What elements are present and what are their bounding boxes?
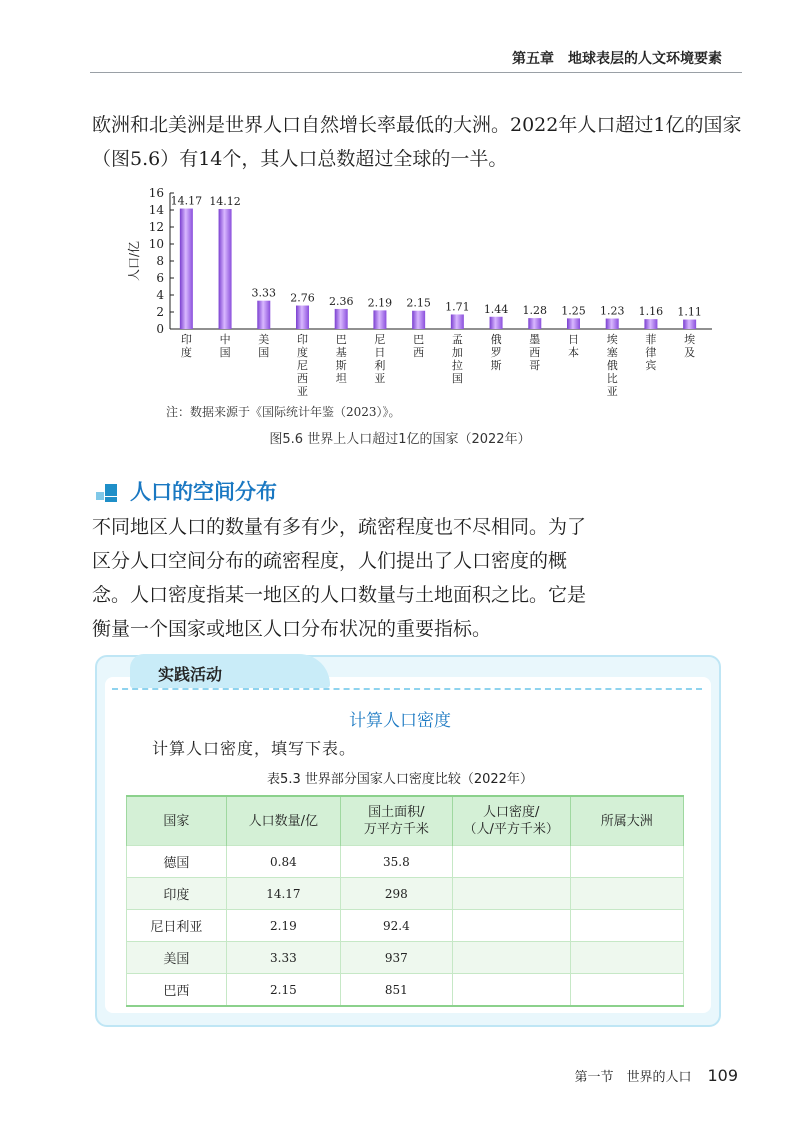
table-cell: 35.8 xyxy=(340,846,452,878)
category-label: 美国 xyxy=(258,333,270,359)
table-header-row xyxy=(127,796,684,846)
activity-instruction: 计算人口密度，填写下表。 xyxy=(152,739,357,758)
chapter-header: 第五章 地球表层的人文环境要素 xyxy=(512,51,722,67)
table-cell: 92.4 xyxy=(340,910,452,942)
table-cell: 14.17 xyxy=(226,878,340,910)
table-cell: 937 xyxy=(340,942,452,974)
table-row xyxy=(127,942,684,974)
bar xyxy=(373,310,386,329)
bar-value-label: 1.25 xyxy=(561,304,586,318)
table-fill-cell[interactable] xyxy=(570,910,683,942)
category-label: 埃及 xyxy=(684,333,696,359)
category-label: 中国 xyxy=(219,333,231,359)
bar xyxy=(490,317,503,329)
table-cell: 印度 xyxy=(127,878,227,910)
bar-value-label: 1.11 xyxy=(677,305,702,319)
y-tick-label: 16 xyxy=(148,186,164,200)
table-cell: 德国 xyxy=(127,846,227,878)
table-fill-cell[interactable] xyxy=(570,846,683,878)
y-tick-label: 14 xyxy=(148,203,164,217)
activity-title: 计算人口密度 xyxy=(349,711,451,731)
table-cell: 298 xyxy=(340,878,452,910)
category-label: 尼日利亚 xyxy=(374,333,386,385)
activity-dashed-divider xyxy=(112,688,702,690)
table-cell: 美国 xyxy=(127,942,227,974)
column-header: 国土面积/ 万平方千米 xyxy=(340,796,452,846)
bar xyxy=(257,301,270,329)
bar xyxy=(451,314,464,329)
bar xyxy=(412,311,425,329)
bar-value-label: 2.36 xyxy=(328,294,354,308)
category-label: 菲律宾 xyxy=(645,333,657,372)
column-header: 人口密度/ （人/平方千米） xyxy=(452,796,570,846)
bar-value-label: 1.44 xyxy=(483,302,509,316)
bar-value-label: 1.16 xyxy=(638,305,664,319)
table-fill-cell[interactable] xyxy=(570,974,683,1007)
column-header: 所属大洲 xyxy=(570,796,683,846)
table-row xyxy=(127,974,684,1007)
column-header: 人口数量/亿 xyxy=(226,796,340,846)
y-axis-label: 人口/亿 xyxy=(127,240,141,282)
bar-value-label: 2.15 xyxy=(406,296,431,310)
y-tick-label: 12 xyxy=(148,220,164,234)
table-cell: 2.19 xyxy=(226,910,340,942)
intro-paragraph: 欧洲和北美洲是世界人口自然增长率最低的大洲。2022年人口超过1亿的国家（图5.6）有14个，其人口总数超过全球的一半。 xyxy=(92,114,742,170)
bar xyxy=(567,318,580,329)
page-footer xyxy=(574,1066,738,1085)
table-fill-cell[interactable] xyxy=(570,942,683,974)
category-label: 墨西哥 xyxy=(529,333,541,372)
bar xyxy=(296,306,309,329)
population-chart xyxy=(120,180,720,410)
bar-value-label: 14.17 xyxy=(170,194,203,208)
chart-note: 注：数据来源于《国际统计年鉴（2023）》。 xyxy=(166,405,401,419)
y-tick-label: 10 xyxy=(148,237,164,251)
table-fill-cell[interactable] xyxy=(452,942,570,974)
bar-value-label: 2.76 xyxy=(290,291,315,305)
table-cell: 0.84 xyxy=(226,846,340,878)
table-row xyxy=(127,878,684,910)
bar xyxy=(180,209,193,329)
table-row xyxy=(127,846,684,878)
section-heading xyxy=(96,478,277,504)
category-label: 印度尼西亚 xyxy=(297,333,308,398)
bar-value-label: 14.12 xyxy=(209,194,241,208)
bar-value-label: 1.23 xyxy=(599,304,625,318)
bar xyxy=(606,319,619,329)
bar xyxy=(683,320,696,329)
table-cell: 851 xyxy=(340,974,452,1007)
bar xyxy=(335,309,348,329)
activity-label: 实践活动 xyxy=(158,665,223,684)
category-label: 孟加拉国 xyxy=(451,333,463,385)
bar-value-label: 2.19 xyxy=(367,296,393,310)
category-label: 巴基斯坦 xyxy=(335,333,347,385)
table-cell: 巴西 xyxy=(127,974,227,1007)
population-bar-chart xyxy=(120,180,720,410)
table-fill-cell[interactable] xyxy=(570,878,683,910)
column-header: 国家 xyxy=(127,796,227,846)
category-label: 日本 xyxy=(568,333,579,359)
footer-section: 第一节 世界的人口 xyxy=(574,1070,692,1085)
y-tick-label: 6 xyxy=(156,271,164,285)
category-label: 俄罗斯 xyxy=(490,333,502,372)
bar-value-label: 3.33 xyxy=(251,286,277,300)
table-cell: 3.33 xyxy=(226,942,340,974)
bar xyxy=(219,209,232,329)
bar xyxy=(644,319,657,329)
y-tick-label: 2 xyxy=(156,305,164,319)
table-fill-cell[interactable] xyxy=(452,846,570,878)
bar-value-label: 1.71 xyxy=(445,300,470,314)
header-divider xyxy=(90,72,742,73)
body-paragraph: 不同地区人口的数量有多有少，疏密程度也不尽相同。为了区分人口空间分布的疏密程度，人们提出了人口密度的概念。人口密度指某一地区的人口数量与土地面积之比。它是衡量一个国家或地区人口分布状况的重要指标。 xyxy=(92,516,587,640)
y-tick-label: 4 xyxy=(156,288,164,302)
y-tick-label: 8 xyxy=(156,254,164,268)
density-table xyxy=(126,795,684,1007)
table-caption: 表5.3 世界部分国家人口密度比较（2022年） xyxy=(267,772,533,787)
table-cell: 尼日利亚 xyxy=(127,910,227,942)
category-label: 巴西 xyxy=(413,333,425,359)
page-number: 109 xyxy=(707,1066,738,1085)
table-cell: 2.15 xyxy=(226,974,340,1007)
table-row xyxy=(127,910,684,942)
section-title: 人口的空间分布 xyxy=(130,480,277,504)
table-fill-cell[interactable] xyxy=(452,974,570,1007)
category-label: 印度 xyxy=(180,333,192,359)
figure-caption: 图5.6 世界上人口超过1亿的国家（2022年） xyxy=(269,432,531,447)
y-tick-label: 0 xyxy=(156,322,164,336)
bar xyxy=(528,318,541,329)
bar-value-label: 1.28 xyxy=(522,304,548,318)
section-squares-icon xyxy=(96,480,122,502)
category-label: 埃塞俄比亚 xyxy=(606,333,618,398)
table-fill-cell[interactable] xyxy=(452,910,570,942)
table-fill-cell[interactable] xyxy=(452,878,570,910)
